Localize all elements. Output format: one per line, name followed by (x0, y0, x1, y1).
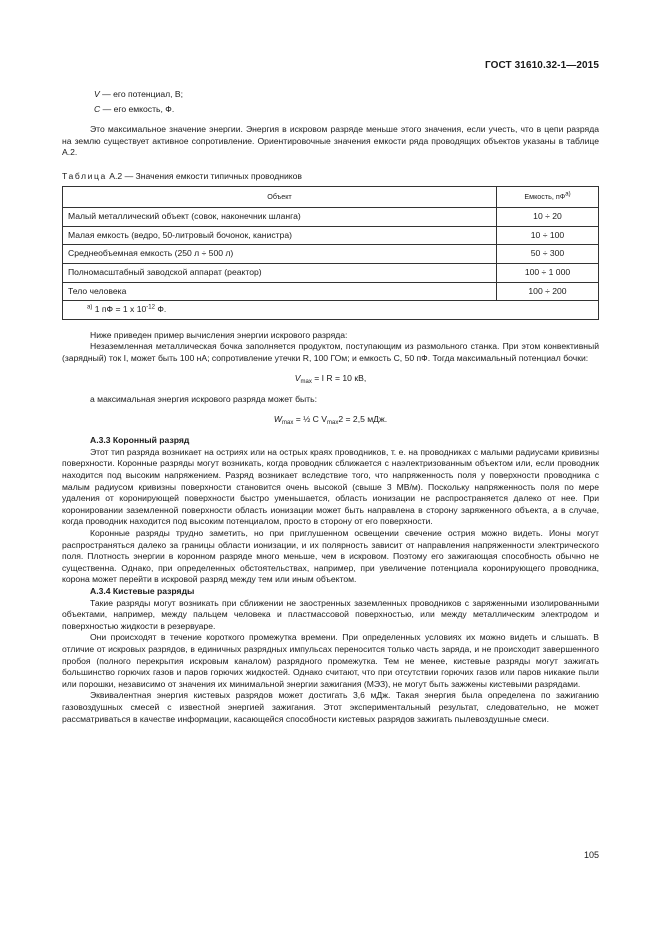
section-a33-paragraph-1: Этот тип разряда возникает на остриях или на острых краях проводников, т. е. на проводниках с малыми радиусами кривизны поверхности. Коронные разряды могут возникать, когда проводник сближается с наэлектризованным объектом или, если проводник находится под высоким напряжением. Разряд возникает вследствие того, что напряженность поля у поверхности проводника с малым радиусом кривизны поверхности становится очень высокой (свыше 3 МВ/м). Поскольку напряженность поля по мере удаления от коронирующей поверхности быстро уменьшается, область ионизации не распространяется далеко от нее. При коронировании заземленной поверхности область ионизации может быть направлена в сторону заряженного объекта, а в случае, когда проводник находится под высоким потенциалом, просто в сторону от его поверхности. (62, 446, 599, 527)
col-header-object: Объект (63, 186, 497, 208)
cell-object: Тело человека (63, 282, 497, 301)
cell-capacity: 10 ÷ 100 (496, 226, 598, 245)
formula-wmax-symbol: W (273, 413, 282, 424)
intro-paragraph: Это максимальное значение энергии. Энергия в искровом разряде меньше этого значения, если учесть, что в цепи разряда на землю существует активное сопротивление. Ориентировочные значения емкости ряда проводящих объектов указаны в таблице А.2. (62, 124, 599, 158)
table-caption (62, 171, 599, 183)
table-row (63, 208, 599, 227)
formula-wmax-sub2: max (327, 419, 339, 426)
cell-capacity: 10 ÷ 20 (496, 208, 598, 227)
cell-capacity: 50 ÷ 300 (496, 245, 598, 264)
formula-wmax-mid: = ½ C V (293, 413, 328, 424)
example-after-formula: а максимальная энергия искрового разряда может быть: (90, 394, 317, 405)
formula-vmax-symbol: V (294, 372, 301, 383)
table-row (63, 245, 599, 264)
table-header-row (63, 186, 599, 208)
table-caption-label: Таблица (62, 170, 107, 181)
formula-wmax-rhs: 2 = 2,5 мДж. (338, 413, 388, 424)
section-a34-paragraph-1: Такие разряды могут возникать при сближении не заостренных заземленных проводников с заряженными изолированными объектами, например, между пальцем человека и пластмассовой поверхностью, или между металлическим электродом и поверхностью жидкости в резервуаре. (62, 597, 599, 631)
section-a33-title: А.3.3 Коронный разряд (90, 435, 190, 446)
col-header-capacity-text: Емкость, пФ (524, 191, 566, 201)
formula-vmax (62, 373, 599, 385)
definition-v-text: — его потенциал, В; (102, 89, 184, 99)
table-row (63, 282, 599, 301)
footnote-exponent: -12 (146, 304, 155, 311)
table-caption-text: А.2 — Значения емкости типичных проводников (106, 170, 302, 181)
definition-v (94, 89, 599, 101)
formula-wmax (62, 414, 599, 426)
example-paragraph: Незаземленная металлическая бочка заполняется продуктом, поступающим из размольного станка. При этом конвективный (зарядный) ток I, может быть 100 нА; сопротивление утечки R, 100 ГОм; и емкость C, 50 пФ. Тогда максимальный потенциал бочки: (62, 341, 599, 363)
cell-capacity: 100 ÷ 200 (496, 282, 598, 301)
capacity-table (62, 186, 599, 320)
table-footnote (63, 301, 599, 320)
section-a34-paragraph-3: Эквивалентная энергия кистевых разрядов может достигать 3,6 мДж. Такая энергия была определена по зажиганию газовоздушных смесей с известной энергией зажигания. Этот экспериментальный результат, следовательно, не может рассматриваться в качестве информации, касающейся способности кистевых разрядов зажигать пылевоздушные смеси. (62, 690, 599, 724)
cell-object: Малый металлический объект (совок, наконечник шланга) (63, 208, 497, 227)
col-header-capacity (496, 186, 598, 208)
table-row (63, 263, 599, 282)
definition-c (94, 104, 599, 116)
symbol-c: C (94, 103, 101, 114)
cell-object: Среднеобъемная емкость (250 л ÷ 500 л) (63, 245, 497, 264)
footnote-end: Ф. (154, 304, 167, 315)
definition-c-text: — его емкость, Ф. (102, 103, 175, 114)
example-intro: Ниже приведен пример вычисления энергии искрового разряда: (90, 329, 348, 340)
formula-vmax-sub: max (300, 378, 312, 385)
footnote-mark: а) (87, 304, 93, 311)
formula-vmax-rhs: = I R = 10 кВ, (311, 372, 367, 383)
section-a34-paragraph-2: Они происходят в течение короткого промежутка времени. При определенных условиях их можно видеть и слышать. В отличие от искровых разрядов, в единичных разрядных импульсах переносится только часть заряда, и не происходит завершенного пробоя (полного перекрытия искровым каналом) разрядного промежутка. Тем не менее, кистевые разряды могут зажигать большинство горючих газов и паров горючих жидкостей. Однако считают, что при отсутствии горючих газов или паров никакие пыли или порошки, независимо от значения их минимальной энергии зажигания (МЭЗ), не могут быть зажжены кистевыми разрядами. (62, 632, 599, 689)
table-footnote-row (63, 301, 599, 320)
section-a34-title: А.3.4 Кистевые разряды (90, 586, 195, 596)
table-row (63, 226, 599, 245)
cell-object: Полномасштабный заводской аппарат (реактор) (63, 263, 497, 282)
col-header-note-mark: а) (565, 191, 571, 198)
cell-object: Малая емкость (ведро, 50-литровый бочонок, канистра) (63, 226, 497, 245)
footnote-text: 1 пФ = 1 x 10 (92, 304, 147, 315)
page-number: 105 (583, 850, 599, 860)
page-content (62, 89, 599, 725)
standard-header: ГОСТ 31610.32-1—2015 (484, 60, 599, 71)
symbol-v: V (94, 89, 100, 99)
cell-capacity: 100 ÷ 1 000 (496, 263, 598, 282)
formula-wmax-sub: max (281, 419, 294, 426)
section-a33-paragraph-2: Коронные разряды трудно заметить, но при приглушенном освещении свечение острия можно видеть. Ионы могут распространяться далеко за границы области ионизации, и их полярность зависит от направления напряженности электрического поля. Плотность энергии в коронном разряде много меньше, чем в искровом. Поэтому его зажигающая способность обычно не существенна. Однако, при определенных обстоятельствах, например, при увеличение потенциала коронирующего проводника, корона может перейти в искровой разряд между тем или иным объектом. (62, 528, 599, 585)
